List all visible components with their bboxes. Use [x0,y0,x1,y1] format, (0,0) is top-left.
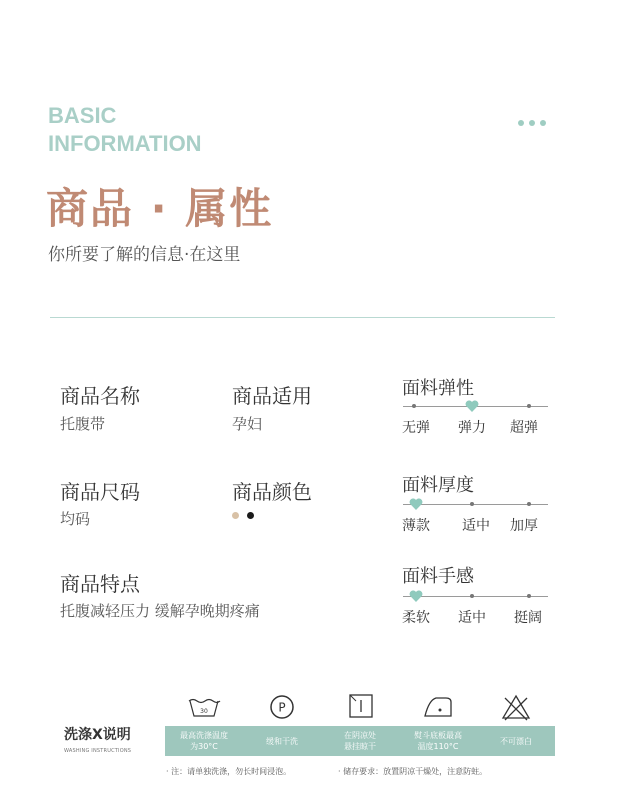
scale-option: 无弹 [402,420,430,436]
scale-option: 薄款 [402,518,430,534]
care-label-dry: 在阴凉处 悬挂晾干 [321,726,399,756]
dry-clean-p-icon [262,692,302,722]
washing-note: · 注：请单独洗涤，勿长时间浸泡。 [166,767,292,776]
scale-dot [527,502,531,506]
attr-value-feature: 托腹减轻压力 缓解孕晚期疼痛 [60,602,260,620]
divider [50,317,555,318]
page-title: 商品 · 属性 [46,184,274,233]
heart-icon [465,400,479,412]
heart-icon [409,590,423,602]
scale-dot [412,404,416,408]
care-label-iron: 熨斗底板最高 温度110°C [399,726,477,756]
care-label-wash: 最高洗涤温度 为30°C [165,726,243,756]
scale-option: 加厚 [510,518,538,534]
scale-option: 挺阔 [514,610,542,626]
page-subtitle: 你所要了解的信息·在这里 [48,245,241,265]
dry-clean-label: P [278,700,286,715]
care-label-bleach: 不可漂白 [477,726,555,756]
scale-dot [527,594,531,598]
storage-note: · 储存要求：放置阴凉干燥处，注意防蛀。 [338,767,488,776]
scale-title-handfeel: 面料手感 [402,566,474,587]
color-swatches [232,512,254,519]
washing-subtitle: WASHING INSTRUCTIONS [64,748,132,754]
wash-tub-30-icon [184,692,224,722]
no-bleach-icon [496,692,536,722]
attr-label-color: 商品颜色 [232,480,312,504]
attr-label-applicable: 商品适用 [232,384,312,408]
heart-icon [409,498,423,510]
wash-temp-label: 30 [200,708,208,715]
iron-icon [418,692,458,722]
scale-option: 柔软 [402,610,430,626]
scale-dot [527,404,531,408]
more-dots-icon [518,120,546,126]
attr-label-size: 商品尺码 [60,480,140,504]
scale-title-thickness: 面料厚度 [402,475,474,496]
scale-option: 弹力 [458,420,486,436]
color-swatch-black [247,512,254,519]
scale-option: 适中 [458,610,486,626]
attr-value-size: 均码 [60,510,91,528]
attr-label-name: 商品名称 [60,384,140,408]
attr-value-applicable: 孕妇 [232,415,263,433]
scale-dot [470,502,474,506]
line-dry-shade-icon [340,692,380,722]
eyebrow-text: BASIC INFORMATION [48,103,202,156]
scale-title-elasticity: 面料弹性 [402,378,474,399]
color-swatch-beige [232,512,239,519]
attr-value-name: 托腹带 [60,415,106,433]
attr-label-feature: 商品特点 [60,572,140,596]
washing-title: 洗涤X说明 [64,727,131,743]
scale-option: 超弹 [510,420,538,436]
scale-option: 适中 [462,518,490,534]
scale-dot [470,594,474,598]
care-label-dryclean: 缓和干洗 [243,726,321,756]
